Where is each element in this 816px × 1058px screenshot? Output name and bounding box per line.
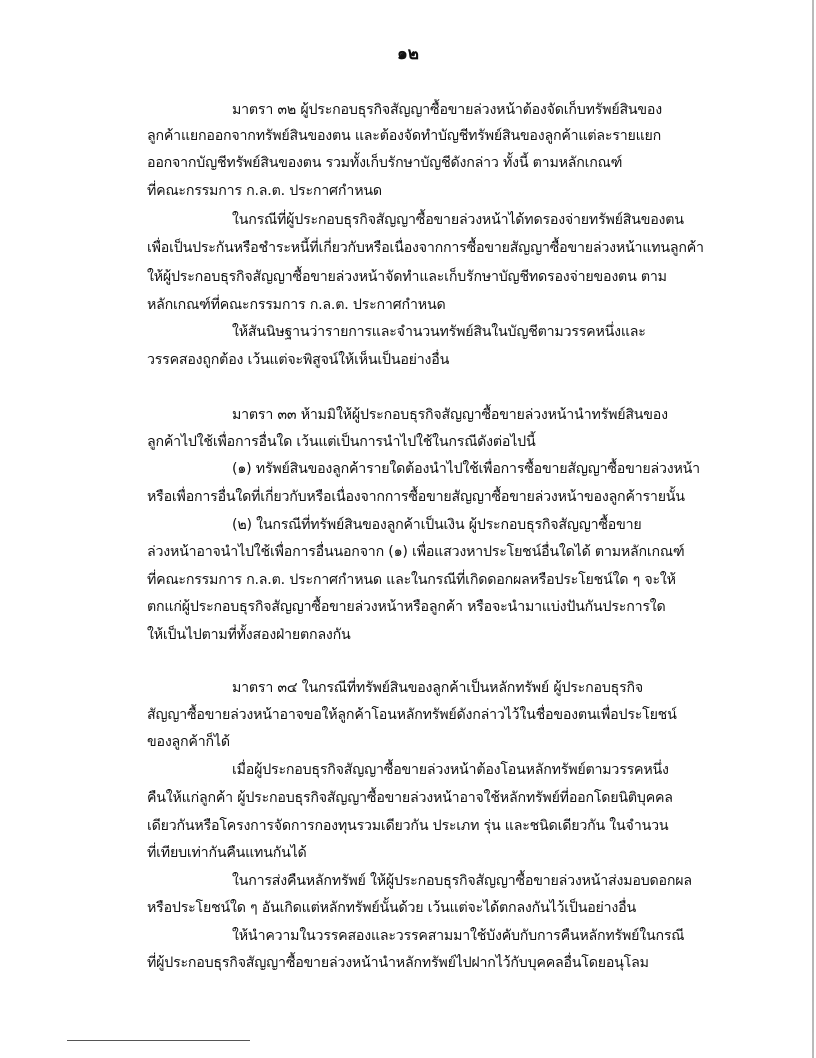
section-33-line-1: มาตรา ๓๓ ห้ามมิให้ผู้ประกอบธุรกิจสัญญาซื้อขายล่วงหน้านำทรัพย์สินของ: [232, 407, 668, 423]
section-32-line-6: เพื่อเป็นประกันหรือชำระหนี้ที่เกี่ยวกับหรือเนื่องจากการซื้อขายสัญญาซื้อขายล่วงหน้าแทนลูกค้า: [147, 240, 704, 256]
section-34-line-9: หรือประโยชน์ใด ๆ อันเกิดแต่หลักทรัพย์นั้นด้วย เว้นแต่จะได้ตกลงกันไว้เป็นอย่างอื่น: [147, 900, 636, 916]
section-32-line-3: ออกจากบัญชีทรัพย์สินของตน รวมทั้งเก็บรักษาบัญชีดังกล่าว ทั้งนี้ ตามหลักเกณฑ์: [147, 155, 623, 171]
section-34-line-4: เมื่อผู้ประกอบธุรกิจสัญญาซื้อขายล่วงหน้าต้องโอนหลักทรัพย์ตามวรรคหนึ่ง: [232, 762, 669, 778]
section-33-line-3: (๑) ทรัพย์สินของลูกค้ารายใดต้องนำไปใช้เพื่อการซื้อขายสัญญาซื้อขายล่วงหน้า: [232, 461, 700, 477]
section-34-line-2: สัญญาซื้อขายล่วงหน้าอาจขอให้ลูกค้าโอนหลักทรัพย์ดังกล่าวไว้ในชื่อของตนเพื่อประโยชน์: [147, 707, 677, 723]
section-32-line-2: ลูกค้าแยกออกจากทรัพย์สินของตน และต้องจัดทำบัญชีทรัพย์สินของลูกค้าแต่ละรายแยก: [147, 128, 662, 144]
section-34-line-3: ของลูกค้าก็ได้: [147, 734, 230, 750]
section-34-line-10: ให้นำความในวรรคสองและวรรคสามมาใช้บังคับกับการคืนหลักทรัพย์ในกรณี: [232, 928, 685, 944]
section-32-line-9: ให้สันนิษฐานว่ารายการและจำนวนทรัพย์สินในบัญชีตามวรรคหนึ่งและ: [232, 324, 646, 340]
section-33-line-5: (๒) ในกรณีที่ทรัพย์สินของลูกค้าเป็นเงิน ผู้ประกอบธุรกิจสัญญาซื้อขาย: [232, 517, 642, 533]
scan-edge-shadow: [812, 0, 814, 1058]
section-33-line-6: ล่วงหน้าอาจนำไปใช้เพื่อการอื่นนอกจาก (๑) เพื่อแสวงหาประโยชน์อื่นใดได้ ตามหลักเกณฑ์: [147, 544, 685, 560]
page-number: ๑๒: [397, 44, 419, 64]
section-34-line-1: มาตรา ๓๔ ในกรณีที่ทรัพย์สินของลูกค้าเป็นหลักทรัพย์ ผู้ประกอบธุรกิจ: [232, 680, 644, 696]
section-32-line-5: ในกรณีที่ผู้ประกอบธุรกิจสัญญาซื้อขายล่วงหน้าได้ทดรองจ่ายทรัพย์สินของตน: [232, 212, 684, 228]
section-32-line-1: มาตรา ๓๒ ผู้ประกอบธุรกิจสัญญาซื้อขายล่วงหน้าต้องจัดเก็บทรัพย์สินของ: [232, 102, 662, 118]
section-33-line-9: ให้เป็นไปตามที่ทั้งสองฝ่ายตกลงกัน: [147, 627, 351, 643]
section-34-line-11: ที่ผู้ประกอบธุรกิจสัญญาซื้อขายล่วงหน้านำหลักทรัพย์ไปฝากไว้กับบุคคลอื่นโดยอนุโลม: [147, 955, 649, 971]
section-33-line-4: หรือเพื่อการอื่นใดที่เกี่ยวกับหรือเนื่องจากการซื้อขายสัญญาซื้อขายล่วงหน้าของลูกค้ารายนั้น: [147, 489, 685, 505]
section-32-line-10: วรรคสองถูกต้อง เว้นแต่จะพิสูจน์ให้เห็นเป็นอย่างอื่น: [147, 352, 450, 368]
section-34-line-8: ในการส่งคืนหลักทรัพย์ ให้ผู้ประกอบธุรกิจสัญญาซื้อขายล่วงหน้าส่งมอบดอกผล: [232, 873, 692, 889]
section-33-line-2: ลูกค้าไปใช้เพื่อการอื่นใด เว้นแต่เป็นการนำไปใช้ในกรณีดังต่อไปนี้: [147, 434, 536, 450]
section-34-line-5: คืนให้แก่ลูกค้า ผู้ประกอบธุรกิจสัญญาซื้อขายล่วงหน้าอาจใช้หลักทรัพย์ที่ออกโดยนิติบุคคล: [147, 790, 673, 806]
section-34-line-7: ที่เทียบเท่ากันคืนแทนกันได้: [147, 845, 307, 861]
section-32-line-4: ที่คณะกรรมการ ก.ล.ต. ประกาศกำหนด: [147, 183, 382, 199]
footnote-rule: [67, 1040, 250, 1041]
section-32-line-8: หลักเกณฑ์ที่คณะกรรมการ ก.ล.ต. ประกาศกำหนด: [147, 297, 446, 313]
section-33-line-7: ที่คณะกรรมการ ก.ล.ต. ประกาศกำหนด และในกรณีที่เกิดดอกผลหรือประโยชน์ใด ๆ จะให้: [147, 572, 676, 588]
section-33-line-8: ตกแก่ผู้ประกอบธุรกิจสัญญาซื้อขายล่วงหน้าหรือลูกค้า หรือจะนำมาแบ่งปันกันประการใด: [147, 599, 666, 615]
section-34-line-6: เดียวกันหรือโครงการจัดการกองทุนรวมเดียวกัน ประเภท รุ่น และชนิดเดียวกัน ในจำนวน: [147, 818, 669, 834]
section-32-line-7: ให้ผู้ประกอบธุรกิจสัญญาซื้อขายล่วงหน้าจัดทำและเก็บรักษาบัญชีทดรองจ่ายของตน ตาม: [147, 269, 667, 285]
